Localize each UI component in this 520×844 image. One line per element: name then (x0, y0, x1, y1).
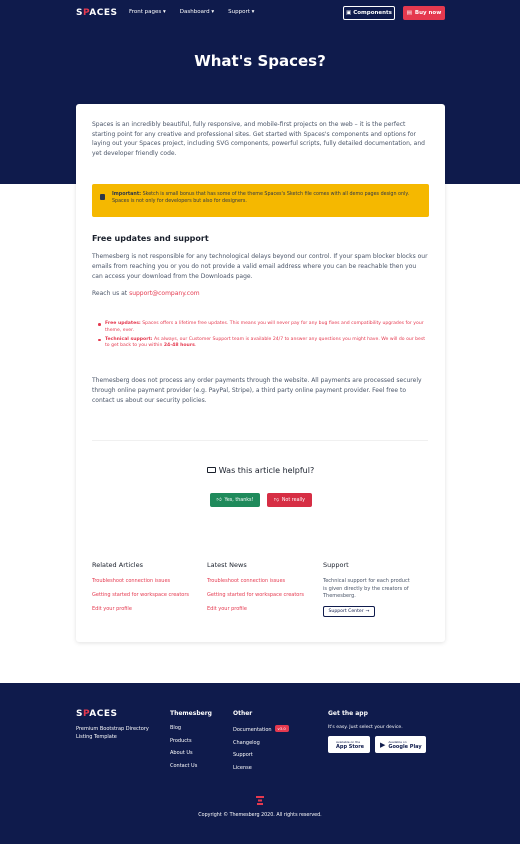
support-email-link[interactable]: support@company.com (129, 290, 200, 297)
important-alert: Important: Sketch is small bonus that has some of the theme Spaces's Sketch file comes with all demo pages design only. Spaces is not only for developers but also for designers. (92, 184, 429, 217)
footer-description: Premium Bootstrap Directory Listing Template (76, 726, 149, 740)
footer-link-changelog[interactable]: Changelog (233, 739, 260, 746)
footer-link-support[interactable]: Support (233, 752, 253, 759)
thumbs-down-icon: 👎︎ (273, 497, 279, 503)
play-icon: ▶ (380, 740, 386, 749)
news-link[interactable]: Getting started for workspace creators (207, 592, 305, 598)
footer-other-column: Other Documentation v3.0 Changelog Support License (233, 710, 289, 777)
footer-app-column: Get the app It's easy. Just select your device. Available on the App Store ▶ Available on Google Play (328, 710, 426, 753)
chevron-down-icon: ▾ (163, 9, 166, 15)
copyright-text: Copyright © Themesberg 2020. All rights reserved. (198, 813, 322, 818)
payment-paragraph: Themesberg does not process any order payments through the website. All payments are processed securely through online payment provider (e.g. PayPal, Stripe), a third party online payment provider. Feel free to contact us about our security policies. (92, 377, 422, 404)
footer-link-about[interactable]: About Us (170, 750, 193, 757)
footer-link-license[interactable]: License (233, 764, 252, 771)
newspaper-icon (207, 467, 216, 473)
brand-logo[interactable]: SPACES (76, 8, 118, 18)
feedback-question: Was this article helpful? (76, 466, 445, 475)
info-icon (100, 194, 105, 200)
free-updates-paragraph: Themesberg is not responsible for any technological delays beyond our control. If your spam blocker blocks our emails from reaching you or you do not provide a valid email address where you can be reachable then you can access your download from the Downloads page. (92, 253, 428, 280)
related-link[interactable]: Troubleshoot connection issues (92, 578, 171, 584)
nav-links (129, 9, 254, 15)
features-list (96, 321, 426, 352)
list-item: Free updates: Spaces offers a lifetime free updates. This means you will never pay for any bug fixes and compatibility upgrades for your theme, ever. (96, 321, 426, 335)
thumbs-up-icon: 👍︎ (216, 497, 222, 503)
not-really-button[interactable]: 👎︎ Not really (267, 493, 312, 507)
navbar (76, 6, 445, 20)
nav-item-front-pages[interactable]: Front pages ▾ (129, 9, 166, 15)
support-text: Technical support for each product is given directly by the creators of Themesberg. (323, 578, 410, 599)
related-link[interactable]: Edit your profile (92, 606, 132, 612)
components-button[interactable]: ▣ Components (343, 6, 395, 20)
store-buttons (328, 736, 426, 753)
page-title: What's Spaces? (194, 52, 326, 70)
footer-link-products[interactable]: Products (170, 737, 192, 744)
buy-now-button[interactable]: ▤ Buy now (403, 6, 445, 20)
nav-item-dashboard[interactable]: Dashboard ▾ (179, 9, 215, 15)
latest-news: Latest News Troubleshoot connection issues Getting started for workspace creators Edit your profile (207, 561, 305, 612)
footer-themesberg-column: Themesberg Blog Products About Us Contact Us (170, 710, 212, 769)
box-icon: ▣ (346, 10, 352, 16)
footer (0, 683, 520, 844)
intro-paragraph: Spaces is an incredibly beautiful, fully responsive, and mobile-first projects on the web – it is the perfect starting point for any creative and professional sites. Get started with Spaces's components and options for laying out your Spaces project, including SVG components, powerful scripts, fully detailed documentation, and yet developer friendly code. (92, 121, 425, 157)
footer-logo[interactable]: SPACES (76, 709, 118, 719)
chevron-down-icon: ▾ (251, 9, 255, 15)
related-articles: Related Articles Troubleshoot connection issues Getting started for workspace creators Edit your profile (92, 561, 190, 612)
chevron-down-icon: ▾ (211, 9, 215, 15)
google-play-button[interactable]: ▶ Available on Google Play (375, 736, 426, 753)
footer-link-blog[interactable]: Blog (170, 725, 182, 731)
related-link[interactable]: Getting started for workspace creators (92, 592, 190, 598)
footer-link-contact[interactable]: Contact Us (170, 762, 198, 769)
brand-mark-icon (256, 796, 264, 805)
reach-us-text: Reach us at support@company.com (92, 290, 200, 297)
free-updates-heading: Free updates and support (92, 234, 209, 243)
arrow-right-icon: → (365, 608, 370, 614)
cart-icon: ▤ (406, 10, 412, 16)
article-card (76, 104, 445, 642)
yes-thanks-button[interactable]: 👍︎ Yes, thanks! (210, 493, 260, 507)
list-item: Technical support: As always, our Customer Support team is available 24/7 to answer any questions you might have. We will do our best to get back to you within 24-48 hours. (96, 337, 426, 351)
news-link[interactable]: Troubleshoot connection issues (207, 578, 286, 584)
footer-link-documentation[interactable]: Documentation v3.0 (233, 725, 289, 733)
app-store-button[interactable]: Available on the App Store (328, 736, 370, 753)
divider (92, 440, 428, 441)
nav-item-support[interactable]: Support ▾ (228, 9, 255, 15)
support-center-button[interactable]: Support Center → (323, 606, 375, 617)
support-section: Support Technical support for each product is given directly by the creators of Themesberg. Support Center → (323, 561, 415, 617)
news-link[interactable]: Edit your profile (207, 606, 247, 612)
version-badge: v3.0 (275, 725, 289, 732)
